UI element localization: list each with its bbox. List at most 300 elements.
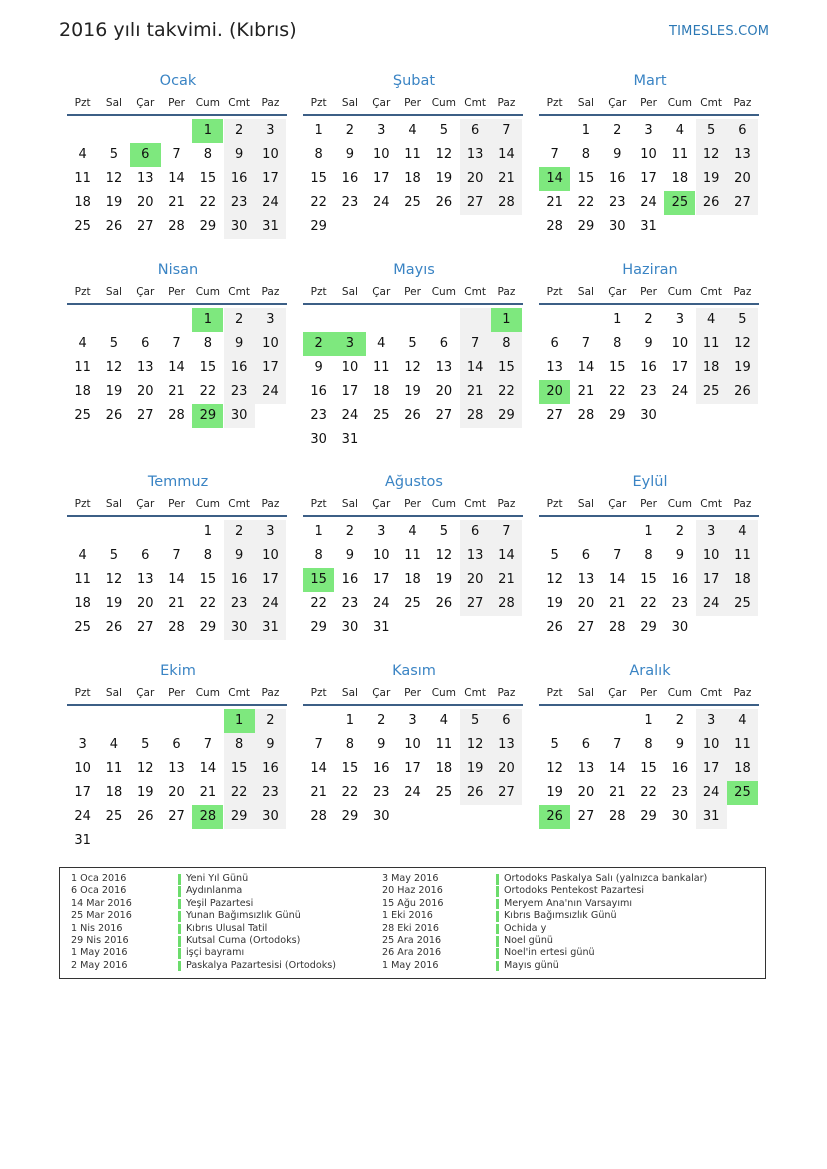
weekday-label: Paz (733, 97, 752, 109)
weekday-header (303, 286, 525, 300)
weekday-label: Cum (195, 498, 220, 510)
legend-row (60, 960, 760, 972)
day-cell: 22 (577, 195, 595, 210)
day-cell: 23 (671, 785, 689, 800)
day-cell: 27 (460, 592, 491, 616)
day-cell: 21 (546, 195, 563, 210)
weekday-label: Cum (431, 498, 456, 510)
day-cell: 8 (644, 737, 653, 752)
day-cell: 10 (372, 548, 390, 563)
day-cell: 3 (377, 123, 386, 138)
day-cell: 16 (372, 761, 390, 776)
day-cell: 17 (372, 171, 390, 186)
day-cell: 18 (404, 572, 421, 587)
day-cell: 24 (341, 408, 359, 423)
weekday-label: Sal (341, 286, 358, 298)
legend-row (60, 898, 760, 910)
day-cell: 8 (203, 336, 212, 351)
day-cell: 23 (640, 384, 657, 399)
day-cell: 16 (224, 568, 255, 592)
day-cell: 11 (372, 360, 390, 375)
weekday-label: Sal (105, 286, 122, 298)
day-cell: 24 (404, 785, 421, 800)
day-cell: 26 (435, 596, 453, 611)
day-cell: 3 (255, 308, 286, 332)
day-cell: 2 (255, 709, 286, 733)
legend-date: 1 Nis 2016 (71, 922, 123, 934)
weekday-label: Sal (105, 498, 122, 510)
day-cell: 5 (550, 548, 559, 563)
month-title: Mayıs (393, 262, 435, 278)
day-cell: 4 (408, 123, 417, 138)
day-cell: 24 (255, 592, 286, 616)
day-cell: 2 (345, 123, 355, 138)
day-cell: 3 (255, 520, 286, 544)
weekday-label: Çar (372, 286, 391, 298)
day-cell: 22 (310, 596, 327, 611)
day-cell: 7 (172, 147, 181, 162)
day-cell: 19 (105, 596, 123, 611)
weekday-label: Cmt (700, 286, 722, 298)
weekday-label: Pzt (546, 97, 563, 109)
day-cell: 19 (546, 596, 563, 611)
day-cell: 30 (255, 805, 286, 829)
day-cell: 28 (491, 191, 522, 215)
header-rule (303, 303, 523, 305)
day-cell: 23 (224, 380, 255, 404)
day-cell: 18 (74, 596, 91, 611)
day-cell: 23 (341, 195, 359, 210)
day-cell: 28 (310, 809, 327, 824)
day-cell: 9 (314, 360, 323, 375)
day-cell: 23 (608, 195, 626, 210)
day-cell: 9 (675, 548, 684, 563)
day-cell: 5 (696, 119, 727, 143)
day-cell: 17 (255, 356, 286, 380)
day-cell: 20 (727, 167, 758, 191)
legend-holiday-name: işçi bayramı (186, 947, 245, 959)
weekday-label: Cum (195, 687, 220, 699)
weekday-label: Paz (261, 687, 280, 699)
day-cell: 18 (727, 757, 758, 781)
legend-row (60, 910, 760, 922)
day-cell: 5 (408, 336, 417, 351)
day-cell: 8 (491, 332, 522, 356)
legend-holiday-name: Meryem Ana'nın Varsayımı (504, 897, 633, 909)
day-cell: 10 (696, 544, 727, 568)
legend-color-bar (496, 924, 499, 935)
legend-date: 28 Eki 2016 (382, 922, 440, 934)
day-cell: 18 (74, 384, 91, 399)
header-rule (303, 704, 523, 706)
weekday-label: Per (640, 97, 657, 109)
weekday-label: Sal (105, 687, 122, 699)
day-cell: 3 (696, 520, 727, 544)
legend-date: 25 Ara 2016 (382, 935, 442, 946)
day-cell: 25 (74, 620, 91, 635)
day-cell: 8 (224, 733, 255, 757)
weekday-label: Cum (431, 687, 456, 699)
day-cell: 19 (435, 171, 453, 186)
weekday-label: Sal (341, 498, 358, 510)
day-cell: 15 (199, 572, 217, 587)
day-cell: 27 (136, 408, 154, 423)
legend-color-bar (496, 948, 499, 959)
day-cell: 24 (372, 195, 390, 210)
day-cell: 29 (224, 805, 255, 829)
holiday-day-cell: 25 (664, 191, 695, 215)
month-title: Kasım (392, 663, 436, 679)
weekday-label: Pzt (546, 687, 563, 699)
holiday-day-cell: 6 (130, 143, 161, 167)
weekday-header (539, 687, 761, 701)
weekday-label: Pzt (310, 286, 327, 298)
day-cell: 1 (314, 123, 323, 138)
header-rule (67, 303, 287, 305)
day-cell: 31 (74, 833, 91, 848)
weekday-header (539, 498, 761, 512)
day-cell: 24 (696, 592, 727, 616)
legend-row (60, 935, 760, 947)
day-cell: 9 (224, 143, 255, 167)
day-cell: 30 (224, 616, 255, 640)
weekday-header (303, 498, 525, 512)
day-cell: 28 (491, 592, 522, 616)
day-cell: 11 (74, 171, 91, 186)
day-cell: 14 (491, 544, 522, 568)
day-cell: 6 (491, 709, 522, 733)
legend-date: 25 Mar 2016 (71, 910, 132, 922)
day-cell: 28 (608, 809, 626, 824)
day-cell: 27 (435, 408, 453, 423)
day-cell: 21 (491, 167, 522, 191)
day-cell: 9 (255, 733, 286, 757)
day-cell: 9 (224, 332, 255, 356)
day-cell: 30 (224, 215, 255, 239)
month-title: Haziran (622, 262, 678, 278)
day-cell: 18 (435, 761, 453, 776)
day-cell: 19 (546, 785, 563, 800)
day-cell: 4 (727, 709, 758, 733)
day-cell: 21 (310, 785, 327, 800)
weekday-label: Per (404, 687, 421, 699)
day-cell: 19 (727, 356, 758, 380)
day-cell: 22 (341, 785, 359, 800)
header-rule (303, 114, 523, 116)
day-cell: 17 (255, 167, 286, 191)
day-cell: 30 (671, 809, 689, 824)
weekday-label: Pzt (74, 97, 91, 109)
day-cell: 26 (435, 195, 453, 210)
weekday-label: Per (168, 286, 185, 298)
day-cell: 12 (460, 733, 491, 757)
legend-holiday-name: Ortodoks Pentekost Pazartesi (504, 885, 645, 897)
day-cell: 14 (608, 572, 626, 587)
weekday-label: Paz (497, 498, 516, 510)
day-cell: 14 (577, 360, 595, 375)
day-cell: 17 (640, 171, 657, 186)
day-cell: 5 (109, 147, 119, 162)
weekday-label: Cum (195, 97, 220, 109)
holiday-day-cell: 29 (192, 404, 223, 428)
day-cell: 17 (74, 785, 91, 800)
weekday-label: Paz (261, 498, 280, 510)
day-cell: 18 (105, 785, 123, 800)
day-cell: 21 (460, 380, 491, 404)
day-cell: 12 (727, 332, 758, 356)
day-cell: 29 (199, 620, 217, 635)
day-cell: 21 (491, 568, 522, 592)
day-cell: 19 (105, 384, 123, 399)
legend-holiday-name: Kıbrıs Ulusal Tatil (186, 922, 268, 934)
day-cell: 13 (727, 143, 758, 167)
day-cell: 14 (168, 572, 185, 587)
day-cell: 15 (491, 356, 522, 380)
weekday-label: Cum (431, 286, 456, 298)
day-cell: 19 (435, 572, 453, 587)
weekday-header (67, 97, 289, 111)
holiday-day-cell: 14 (539, 167, 570, 191)
weekday-label: Sal (577, 687, 594, 699)
day-cell: 21 (168, 384, 185, 399)
day-cell: 29 (577, 219, 595, 234)
day-cell: 31 (255, 215, 286, 239)
day-cell: 11 (404, 548, 421, 563)
weekday-label: Per (640, 687, 657, 699)
day-cell: 7 (613, 737, 622, 752)
day-cell: 10 (640, 147, 657, 162)
day-cell: 7 (172, 548, 181, 563)
day-cell: 17 (255, 568, 286, 592)
day-cell: 22 (608, 384, 626, 399)
day-cell: 5 (109, 336, 119, 351)
holiday-day-cell: 25 (727, 781, 758, 805)
weekday-header (303, 687, 525, 701)
legend-holiday-name: Yeni Yıl Günü (186, 873, 249, 884)
day-cell: 10 (372, 147, 390, 162)
day-cell: 1 (644, 713, 653, 728)
day-cell: 16 (341, 171, 359, 186)
day-cell: 18 (74, 195, 91, 210)
day-cell: 16 (310, 384, 327, 399)
day-cell: 6 (141, 548, 150, 563)
legend-holiday-name: Kutsal Cuma (Ortodoks) (186, 935, 301, 946)
day-cell: 4 (408, 524, 417, 539)
day-cell: 31 (255, 616, 286, 640)
day-cell: 15 (224, 757, 255, 781)
day-cell: 29 (341, 809, 359, 824)
day-cell: 28 (546, 219, 563, 234)
day-cell: 25 (372, 408, 390, 423)
month-title: Ocak (159, 73, 197, 89)
day-cell: 24 (255, 380, 286, 404)
day-cell: 1 (581, 123, 591, 138)
weekday-label: Per (404, 498, 421, 510)
weekday-label: Pzt (310, 97, 327, 109)
day-cell: 2 (613, 123, 622, 138)
day-cell: 3 (675, 312, 684, 327)
weekday-label: Cum (667, 687, 692, 699)
day-cell: 4 (377, 336, 386, 351)
weekday-label: Cmt (700, 498, 722, 510)
weekday-label: Pzt (546, 498, 563, 510)
weekday-label: Cum (431, 97, 456, 109)
day-cell: 17 (696, 757, 727, 781)
legend-date: 1 Oca 2016 (71, 873, 127, 884)
day-cell: 4 (696, 308, 727, 332)
day-cell: 11 (74, 360, 91, 375)
day-cell: 6 (727, 119, 758, 143)
day-cell: 5 (141, 737, 150, 752)
day-cell: 11 (727, 733, 758, 757)
day-cell: 14 (310, 761, 327, 776)
day-cell: 18 (671, 171, 689, 186)
day-cell: 26 (727, 380, 758, 404)
weekday-header (539, 97, 761, 111)
day-cell: 31 (341, 432, 359, 447)
day-cell: 20 (460, 568, 491, 592)
weekday-label: Per (404, 97, 421, 109)
month-title: Ağustos (385, 474, 443, 490)
day-cell: 1 (613, 312, 622, 327)
day-cell: 7 (491, 520, 522, 544)
legend-date: 3 May 2016 (382, 873, 439, 884)
weekday-label: Per (168, 97, 185, 109)
day-cell: 12 (696, 143, 727, 167)
weekday-label: Pzt (310, 687, 327, 699)
legend-date: 1 May 2016 (71, 947, 128, 959)
day-cell: 9 (345, 147, 355, 162)
month-title: Mart (633, 73, 667, 89)
day-cell: 5 (550, 737, 559, 752)
day-cell: 7 (314, 737, 323, 752)
holiday-day-cell: 26 (539, 805, 570, 829)
day-cell: 13 (491, 733, 522, 757)
day-cell: 25 (74, 219, 91, 234)
weekday-label: Çar (608, 687, 627, 699)
day-cell: 28 (168, 408, 185, 423)
empty-weekend-cell (460, 308, 491, 332)
weekday-label: Cmt (700, 687, 722, 699)
legend-color-bar (496, 936, 499, 947)
day-cell: 10 (404, 737, 421, 752)
day-cell: 8 (345, 737, 355, 752)
day-cell: 23 (224, 592, 255, 616)
day-cell: 29 (310, 219, 327, 234)
weekday-label: Çar (608, 97, 627, 109)
legend-holiday-name: Ochida y (504, 922, 547, 934)
day-cell: 5 (439, 524, 448, 539)
day-cell: 24 (74, 809, 91, 824)
day-cell: 25 (404, 596, 421, 611)
weekday-label: Pzt (74, 286, 91, 298)
legend-color-bar (496, 899, 499, 910)
day-cell: 11 (74, 572, 91, 587)
weekday-label: Sal (577, 498, 594, 510)
day-cell: 20 (136, 384, 154, 399)
day-cell: 1 (644, 524, 653, 539)
weekday-label: Sal (577, 286, 594, 298)
day-cell: 17 (404, 761, 421, 776)
day-cell: 31 (696, 805, 727, 829)
brand-link[interactable]: TIMESLES.COM (669, 24, 770, 39)
day-cell: 2 (377, 713, 386, 728)
holiday-day-cell: 28 (192, 805, 223, 829)
day-cell: 27 (577, 809, 595, 824)
day-cell: 12 (404, 360, 421, 375)
legend-date: 14 Mar 2016 (71, 897, 132, 909)
day-cell: 18 (696, 356, 727, 380)
day-cell: 29 (491, 404, 522, 428)
holiday-day-cell: 3 (334, 332, 365, 356)
header-rule (539, 704, 759, 706)
day-cell: 26 (105, 219, 123, 234)
legend-date: 1 May 2016 (382, 959, 439, 971)
day-cell: 2 (224, 308, 255, 332)
day-cell: 10 (74, 761, 91, 776)
day-cell: 21 (168, 596, 185, 611)
weekday-label: Per (640, 286, 657, 298)
day-cell: 2 (675, 713, 684, 728)
day-cell: 20 (577, 785, 595, 800)
day-cell: 13 (577, 572, 595, 587)
day-cell: 28 (168, 620, 185, 635)
day-cell: 23 (255, 781, 286, 805)
day-cell: 13 (136, 360, 154, 375)
day-cell: 9 (224, 544, 255, 568)
day-cell: 2 (345, 524, 355, 539)
weekday-label: Cmt (228, 286, 250, 298)
day-cell: 12 (136, 761, 154, 776)
day-cell: 10 (341, 360, 359, 375)
weekday-label: Per (168, 498, 185, 510)
weekday-label: Paz (261, 97, 280, 109)
day-cell: 15 (640, 761, 657, 776)
weekday-label: Pzt (310, 498, 327, 510)
legend-holiday-name: Noel'in ertesi günü (504, 947, 595, 959)
day-cell: 19 (460, 757, 491, 781)
weekday-label: Çar (136, 97, 155, 109)
day-cell: 4 (78, 336, 87, 351)
day-cell: 22 (310, 195, 327, 210)
day-cell: 24 (696, 781, 727, 805)
legend-date: 15 Ağu 2016 (382, 897, 444, 909)
legend-color-bar (496, 961, 499, 972)
day-cell: 26 (136, 809, 154, 824)
legend-color-bar (496, 886, 499, 897)
day-cell: 7 (172, 336, 181, 351)
day-cell: 8 (581, 147, 591, 162)
day-cell: 30 (372, 809, 390, 824)
header-rule (67, 515, 287, 517)
day-cell: 16 (671, 761, 689, 776)
day-cell: 15 (310, 171, 327, 186)
day-cell: 8 (314, 147, 323, 162)
day-cell: 25 (404, 195, 421, 210)
day-cell: 27 (727, 191, 758, 215)
weekday-label: Çar (372, 687, 391, 699)
header-rule (67, 114, 287, 116)
day-cell: 30 (341, 620, 359, 635)
day-cell: 17 (372, 572, 390, 587)
weekday-label: Per (640, 498, 657, 510)
day-cell: 1 (314, 524, 323, 539)
day-cell: 1 (203, 524, 212, 539)
weekday-label: Sal (341, 97, 358, 109)
day-cell: 12 (105, 572, 123, 587)
month-title: Şubat (392, 73, 436, 89)
legend-holiday-name: Mayıs günü (504, 959, 559, 971)
